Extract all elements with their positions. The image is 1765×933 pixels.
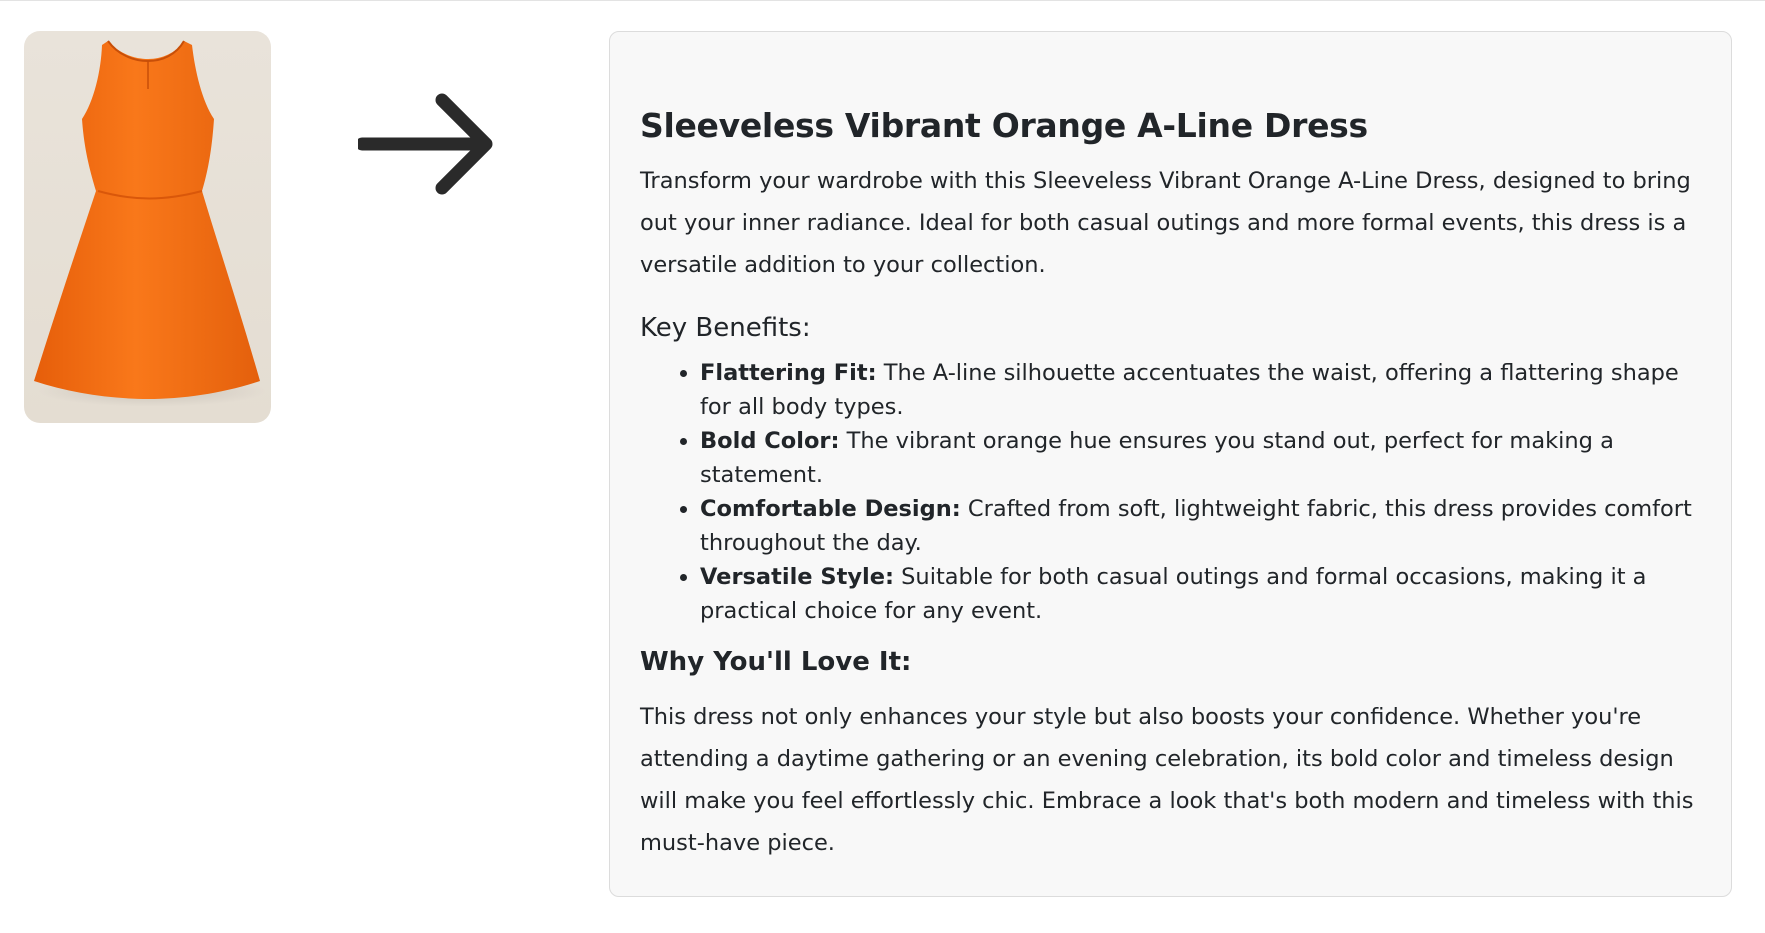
benefit-label: Versatile Style: bbox=[700, 564, 894, 590]
benefit-text: Suitable for both casual outings and formal occasions, making it a practical choice for any event. bbox=[700, 564, 1647, 624]
product-title: Sleeveless Vibrant Orange A-Line Dress bbox=[640, 106, 1368, 145]
top-divider bbox=[0, 0, 1765, 1]
dress-illustration bbox=[24, 31, 271, 423]
benefit-label: Bold Color: bbox=[700, 428, 840, 454]
product-closing: This dress not only enhances your style but also boosts your confidence. Whether you're attending a daytime gathering or an evening celebration, its bold color and timeless design will make you feel effortlessly chic. Embrace a look that's both modern and timeless with this must-have piece. bbox=[640, 704, 1694, 856]
benefit-label: Comfortable Design: bbox=[700, 496, 961, 522]
arrow-right-icon bbox=[358, 92, 498, 196]
benefit-text: The A-line silhouette accentuates the waist, offering a flattering shape for all body types. bbox=[700, 360, 1679, 420]
product-image bbox=[24, 31, 271, 423]
benefits-list bbox=[640, 356, 1701, 628]
benefit-item bbox=[700, 356, 1701, 424]
key-benefits-heading: Key Benefits: bbox=[640, 313, 811, 343]
product-description-card bbox=[609, 31, 1732, 897]
product-intro: Transform your wardrobe with this Sleeveless Vibrant Orange A-Line Dress, designed to bring out your inner radiance. Ideal for both casual outings and more formal events, this dress is a versatile addition to your collection. bbox=[640, 168, 1691, 278]
benefit-item bbox=[700, 424, 1701, 492]
benefit-item bbox=[700, 492, 1701, 560]
why-love-heading: Why You'll Love It: bbox=[640, 647, 912, 677]
benefit-item bbox=[700, 560, 1701, 628]
benefit-text: The vibrant orange hue ensures you stand out, perfect for making a statement. bbox=[700, 428, 1614, 488]
benefit-text: Crafted from soft, lightweight fabric, this dress provides comfort throughout the day. bbox=[700, 496, 1692, 556]
benefit-label: Flattering Fit: bbox=[700, 360, 877, 386]
